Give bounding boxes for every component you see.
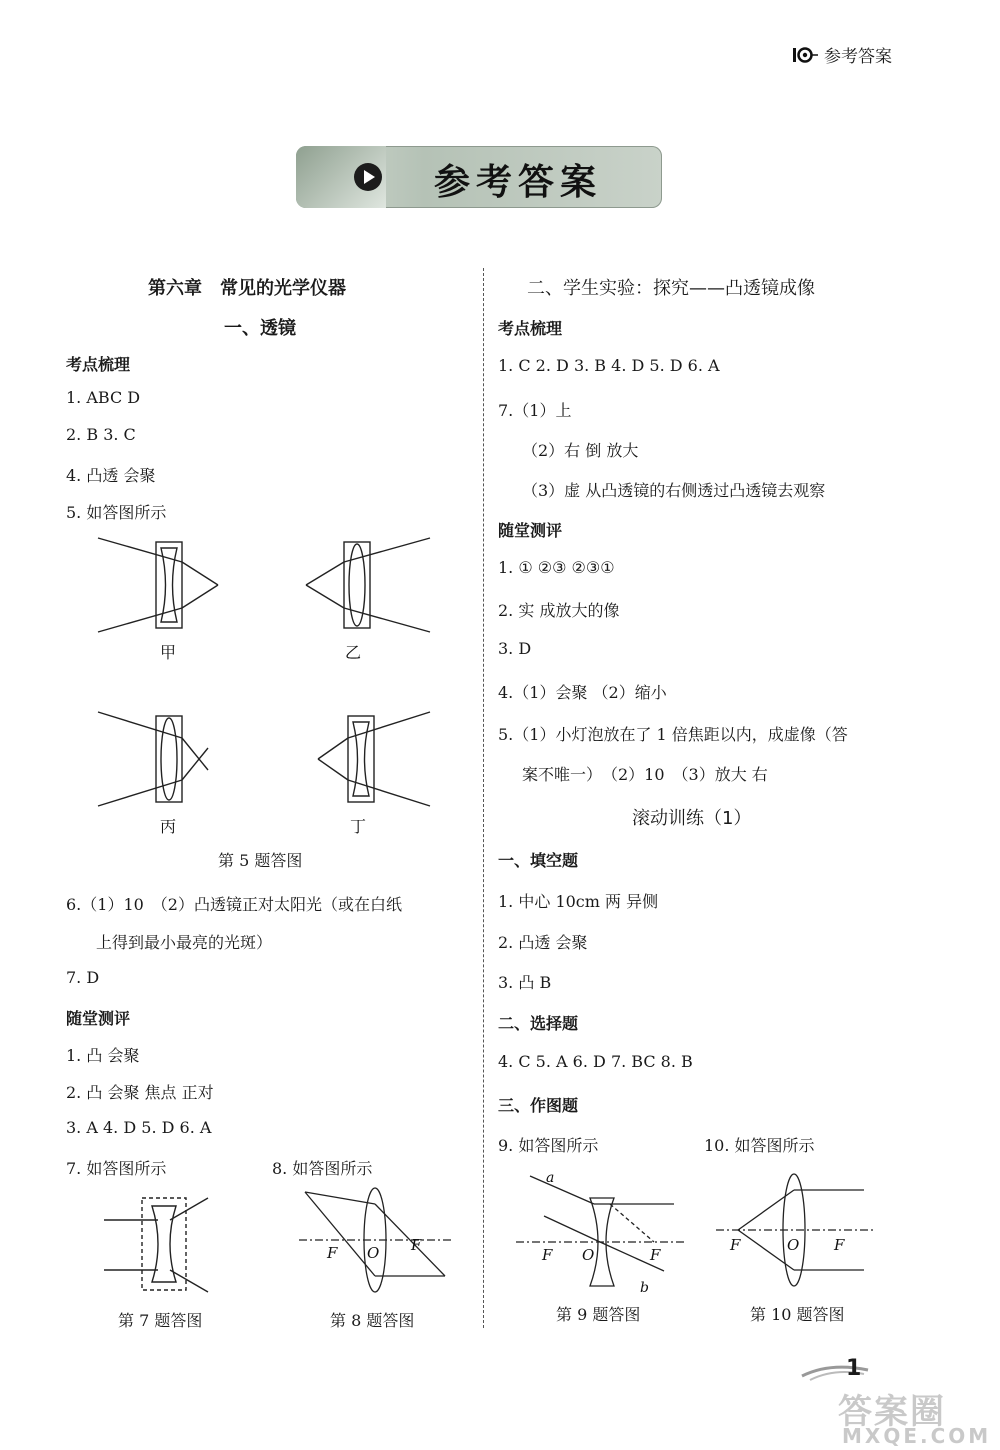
answer-line: 1. ① ②③ ②③① <box>498 558 615 577</box>
section-title-lens: 一、透镜 <box>224 318 296 339</box>
fig5-label-ding: 丁 <box>350 817 367 836</box>
answer-line-q7-fig: 7. 如答图所示 <box>66 1159 167 1178</box>
lens-bing-diagram <box>98 712 208 806</box>
title-banner <box>296 146 662 208</box>
answer-line: 4.（1）会聚 （2）缩小 <box>498 683 667 702</box>
column-divider <box>483 268 484 1328</box>
answer-line: 5. 如答图所示 <box>66 503 167 522</box>
page-number: 1 <box>846 1356 862 1381</box>
lens-jia-diagram <box>98 538 218 632</box>
answer-line-q8-fig: 8. 如答图所示 <box>272 1159 373 1178</box>
kaodian-label: 考点梳理 <box>66 355 131 374</box>
fig8-label-f-left: F <box>327 1244 338 1262</box>
figure-8 <box>295 1184 455 1299</box>
fig8-label-o: O <box>367 1244 380 1262</box>
lens-ding-diagram <box>318 712 430 806</box>
rolling-training-title: 滚动训练（1） <box>632 808 752 829</box>
fig9-label-a: a <box>546 1170 555 1186</box>
figure-9 <box>514 1168 686 1293</box>
answer-line: 1. 中心 10cm 两 异侧 <box>498 892 659 911</box>
answer-line-q5: 5.（1）小灯泡放在了 1 倍焦距以内，成虚像（答 <box>498 725 848 744</box>
answer-line: 7.（1）上 <box>498 401 572 420</box>
fig8-label-f-right: F <box>411 1236 422 1254</box>
answer-line: 1. 凸 会聚 <box>66 1046 140 1065</box>
lens-yi-diagram <box>306 538 430 632</box>
fig10-caption: 第 10 题答图 <box>750 1305 845 1324</box>
publisher-logo-icon <box>792 46 818 64</box>
fig5-caption: 第 5 题答图 <box>218 851 303 870</box>
suitang-label: 随堂测评 <box>66 1009 131 1028</box>
fig5-label-jia: 甲 <box>160 643 177 662</box>
running-header <box>792 42 892 67</box>
fig10-label-f-left: F <box>730 1236 741 1254</box>
drawing-label: 三、作图题 <box>498 1096 579 1115</box>
answer-line: 1. C 2. D 3. B 4. D 5. D 6. A <box>498 356 720 375</box>
fig5-label-bing: 丙 <box>160 817 177 836</box>
answer-line: 3. 凸 B <box>498 973 552 992</box>
fig10-label-f-right: F <box>834 1236 845 1254</box>
answer-line: 4. 凸透 会聚 <box>66 466 156 485</box>
fig9-label-b: b <box>640 1280 649 1293</box>
figure-10 <box>714 1168 876 1293</box>
suitang-label: 随堂测评 <box>498 521 563 540</box>
watermark-logo: 答案圈 <box>838 1392 946 1432</box>
answer-line: （2）右 倒 放大 <box>522 441 639 460</box>
answer-line-q9-fig: 9. 如答图所示 <box>498 1136 599 1155</box>
banner-title: 参考答案 <box>434 162 603 203</box>
answer-line: 2. 实 成放大的像 <box>498 601 620 620</box>
fig9-label-f-left: F <box>542 1246 553 1264</box>
fig9-label-f-right: F <box>650 1246 661 1264</box>
answer-line: 3. A 4. D 5. D 6. A <box>66 1118 212 1137</box>
answer-line-q7: 7. D <box>66 968 100 987</box>
answer-line: （3）虚 从凸透镜的右侧透过凸透镜去观察 <box>522 481 826 500</box>
answer-line-q6-cont: 上得到最小最亮的光斑） <box>96 933 273 952</box>
answer-line: 2. 凸 会聚 焦点 正对 <box>66 1083 214 1102</box>
choice-label: 二、选择题 <box>498 1014 579 1033</box>
answer-line-q5-cont: 案不唯一） （2）10 （3）放大 右 <box>522 765 768 784</box>
kaodian-label: 考点梳理 <box>498 319 563 338</box>
fig9-caption: 第 9 题答图 <box>556 1305 641 1324</box>
figure-7 <box>100 1192 220 1297</box>
section-title-experiment: 二、学生实验：探究——凸透镜成像 <box>527 278 815 299</box>
answer-line: 2. B 3. C <box>66 425 136 444</box>
chapter-title: 第六章 常见的光学仪器 <box>148 278 346 299</box>
fig7-caption: 第 7 题答图 <box>118 1311 203 1330</box>
fig10-label-o: O <box>787 1236 800 1254</box>
figure-5 <box>90 530 440 840</box>
header-title: 参考答案 <box>824 47 892 67</box>
watermark-url: MXQE.COM <box>842 1424 992 1448</box>
answer-line: 3. D <box>498 639 532 658</box>
answer-line-q10-fig: 10. 如答图所示 <box>704 1136 815 1155</box>
fill-blank-label: 一、填空题 <box>498 851 579 870</box>
answer-line: 4. C 5. A 6. D 7. BC 8. B <box>498 1052 693 1071</box>
answer-line: 1. ABC D <box>66 388 141 407</box>
answer-line: 2. 凸透 会聚 <box>498 933 588 952</box>
fig9-label-o: O <box>582 1246 595 1264</box>
fig8-caption: 第 8 题答图 <box>330 1311 415 1330</box>
answer-line-q6: 6.（1）10 （2）凸透镜正对太阳光（或在白纸 <box>66 895 402 914</box>
play-icon <box>354 163 382 191</box>
fig5-label-yi: 乙 <box>345 643 362 662</box>
